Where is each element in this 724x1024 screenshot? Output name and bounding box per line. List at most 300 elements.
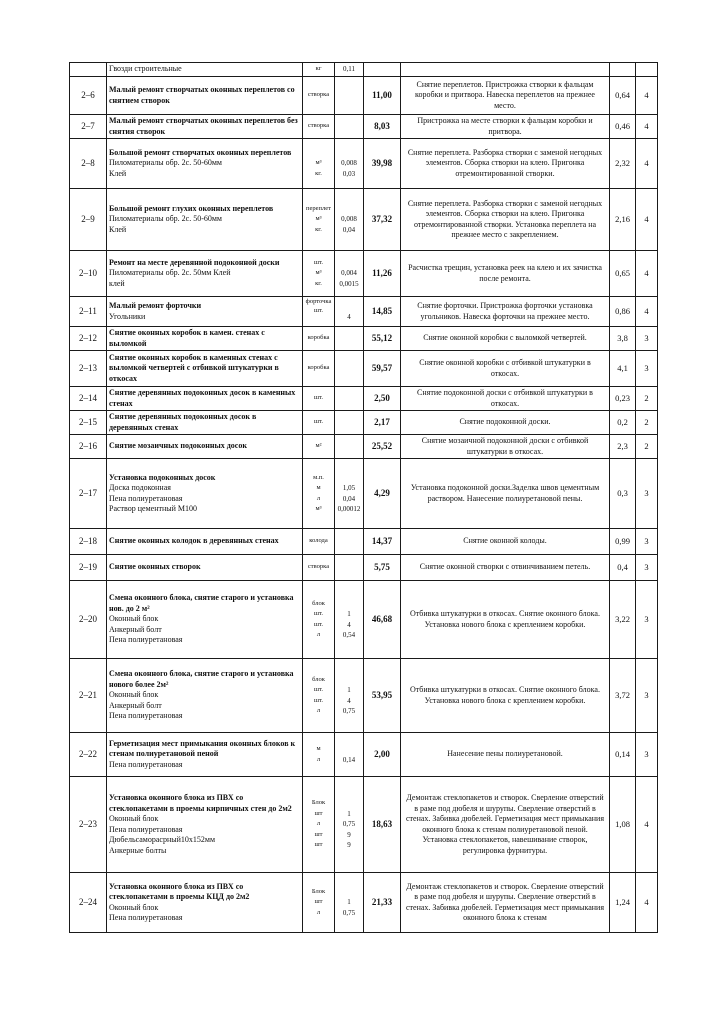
table-row — [70, 659, 658, 733]
table-body — [70, 63, 658, 933]
item-code-cell: 2–11 — [70, 297, 107, 327]
work-description-cell: Пристрожка на месте створки к фальцам коробки и притвора. — [401, 115, 610, 139]
unit-label: Блок — [311, 887, 326, 895]
group-cell — [636, 63, 658, 77]
unit-cell — [303, 435, 335, 459]
work-title: Установка оконного блока из ПВХ со стеклопакетами в проемы кирпичных стен до 2м2 — [109, 793, 292, 813]
table-row — [70, 411, 658, 435]
material-name: Анкерные болты — [109, 845, 167, 855]
item-code-cell: 2–6 — [70, 77, 107, 115]
work-description-cell: Снятие оконной колоды. — [401, 529, 610, 555]
unit-label — [305, 315, 332, 326]
table-row — [70, 777, 658, 873]
unit-label: шт. — [314, 620, 323, 628]
coefficient-cell: 0,46 — [610, 115, 636, 139]
unit-label: створка — [307, 91, 330, 99]
quantity-value: 1 — [347, 610, 351, 618]
quantity-value: 9 — [347, 841, 351, 850]
coefficient-cell: 3,22 — [610, 581, 636, 659]
material-name: Пена полиуретановая — [109, 759, 183, 769]
unit-label: Блок — [311, 799, 326, 807]
coefficient-cell: 0,2 — [610, 411, 636, 435]
quantity-cell — [335, 555, 364, 581]
group-cell: 3 — [636, 327, 658, 351]
coefficient-cell: 2,32 — [610, 139, 636, 189]
item-name-cell — [107, 659, 303, 733]
price-cell: 14,85 — [364, 297, 401, 327]
table-row — [70, 351, 658, 387]
group-cell: 4 — [636, 189, 658, 251]
material-name: Гвозди строительные — [109, 64, 182, 74]
work-title: Установка оконного блока из ПВХ со стеклопакетами в проемы КЦД до 2м2 — [109, 881, 250, 901]
quantity-value — [337, 90, 361, 101]
item-code-cell: 2–17 — [70, 459, 107, 529]
work-title: Снятие оконных коробок в камен. стенах с выломкой — [109, 328, 265, 348]
quantity-cell — [335, 581, 364, 659]
item-name-cell — [107, 411, 303, 435]
item-code-cell: 2–22 — [70, 733, 107, 777]
quantity-cell — [335, 351, 364, 387]
material-name: Оконный блок — [109, 614, 159, 624]
unit-cell — [303, 555, 335, 581]
work-description-cell: Установка подоконной доски.Заделка швов цементным раствором. Нанесение полиуретановой пены. — [401, 459, 610, 529]
quantity-value: 9 — [347, 830, 351, 839]
quantity-value: 0,75 — [342, 908, 356, 917]
work-title: Большой ремонт створчатых оконных переплетов — [109, 147, 292, 157]
quantity-value: 1,05 — [342, 484, 356, 492]
coefficient-cell: 0,86 — [610, 297, 636, 327]
unit-cell — [303, 873, 335, 933]
quantity-cell — [335, 387, 364, 411]
work-description-cell — [401, 63, 610, 77]
quantity-value: 1 — [347, 686, 351, 694]
item-name-cell — [107, 387, 303, 411]
quantity-cell — [335, 327, 364, 351]
unit-label: кг. — [315, 279, 322, 287]
material-name: Анкерный болт — [109, 624, 162, 634]
work-description-cell: Демонтаж стеклопакетов и створок. Сверление отверстий в раме под дюбеля и шурупы. Сверление отверстий в стенах. Забивка дюбелей. Герметизация мест примыкания оконного блока к стенам — [401, 873, 610, 933]
quantity-value — [337, 333, 361, 344]
group-cell: 4 — [636, 115, 658, 139]
item-name-cell — [107, 733, 303, 777]
unit-cell — [303, 63, 335, 77]
unit-label: шт — [314, 841, 323, 849]
group-cell: 2 — [636, 411, 658, 435]
unit-cell — [303, 529, 335, 555]
quantity-value — [337, 417, 361, 428]
unit-label: створка — [307, 563, 330, 571]
quantity-value: 4 — [347, 312, 351, 321]
price-cell: 8,03 — [364, 115, 401, 139]
price-cell: 2,17 — [364, 411, 401, 435]
quantity-value: 0,75 — [342, 707, 356, 715]
work-description-cell: Снятие подоконной доски. — [401, 411, 610, 435]
work-description-cell: Нанесение пены полиуретановой. — [401, 733, 610, 777]
quantity-value: 4 — [347, 620, 351, 629]
unit-cell — [303, 77, 335, 115]
quantity-value: 0,75 — [342, 820, 356, 829]
material-name: Пена полиуретановая — [109, 913, 183, 922]
quantity-cell — [335, 659, 364, 733]
unit-label: л — [316, 908, 321, 916]
coefficient-cell: 0,14 — [610, 733, 636, 777]
price-cell: 46,68 — [364, 581, 401, 659]
unit-label: л — [316, 494, 321, 502]
unit-label: м³ — [315, 159, 322, 167]
table-row — [70, 251, 658, 297]
item-code-cell: 2–12 — [70, 327, 107, 351]
material-name: Анкерный болт — [109, 700, 162, 710]
unit-label — [305, 148, 332, 159]
unit-label: кг. — [315, 169, 322, 177]
item-name-cell — [107, 581, 303, 659]
quantity-value: 1 — [347, 898, 351, 907]
group-cell: 2 — [636, 387, 658, 411]
unit-label: м — [316, 484, 321, 491]
unit-label: м³ — [315, 505, 322, 512]
unit-label: шт — [314, 809, 323, 817]
price-cell: 21,33 — [364, 873, 401, 933]
unit-label: л — [316, 755, 321, 763]
unit-label: блок — [312, 599, 325, 607]
quantity-cell — [335, 189, 364, 251]
work-title: Малый ремонт створчатых оконных переплетов без снятия створок — [109, 116, 298, 136]
quantity-value — [337, 441, 361, 452]
material-name: Угольники — [109, 311, 146, 321]
unit-label: шт. — [314, 258, 323, 266]
item-name-cell — [107, 139, 303, 189]
material-name: Оконный блок — [109, 690, 159, 700]
quantity-value: 0,0015 — [339, 279, 359, 288]
unit-label: л — [316, 631, 321, 638]
quantity-value: 0,14 — [342, 755, 356, 764]
item-code-cell: 2–15 — [70, 411, 107, 435]
item-code-cell: 2–8 — [70, 139, 107, 189]
unit-label: шт. — [314, 394, 323, 402]
work-description-cell: Отбивка штукатурки в откосах. Снятие оконного блока. Установка нового блока с креплением коробки. — [401, 659, 610, 733]
price-cell: 55,12 — [364, 327, 401, 351]
coefficient-cell: 2,3 — [610, 435, 636, 459]
work-description-cell: Демонтаж стеклопакетов и створок. Сверление отверстий в раме под дюбеля и шурупы. Сверление отверстий в стенах. Забивка дюбелей. Герметизация мест примыкания оконного блока к стенам полиуретановой пеной. Установка стеклопакетов, навешивание створок, регулировка фурнитуры. — [401, 777, 610, 873]
quantity-value: 0,004 — [341, 269, 357, 278]
coefficient-cell: 0,99 — [610, 529, 636, 555]
item-code-cell: 2–18 — [70, 529, 107, 555]
unit-label: шт. — [314, 610, 323, 617]
work-title: Снятие оконных коробок в каменных стенах с выломкой четвертей с отбивкой штукатурки в откосах — [109, 352, 279, 383]
unit-label: створка — [307, 122, 330, 130]
unit-label: блок — [312, 675, 325, 683]
table-row — [70, 435, 658, 459]
group-cell: 4 — [636, 251, 658, 297]
material-name: Оконный блок — [109, 814, 159, 823]
unit-cell — [303, 777, 335, 873]
unit-label: коробка — [307, 334, 330, 342]
material-name: Оконный блок — [109, 902, 159, 912]
quantity-cell — [335, 733, 364, 777]
coefficient-cell: 2,16 — [610, 189, 636, 251]
item-name-cell — [107, 435, 303, 459]
work-title: Малый ремонт форточки — [109, 301, 202, 310]
price-cell: 37,32 — [364, 189, 401, 251]
material-name: Пена полиуретановая — [109, 635, 183, 645]
unit-cell — [303, 189, 335, 251]
price-cell: 14,37 — [364, 529, 401, 555]
unit-cell — [303, 659, 335, 733]
work-title: Снятие оконных колодок в деревянных стенах — [109, 536, 279, 546]
quantity-cell — [335, 115, 364, 139]
material-name: Пена полиуретановая — [109, 824, 183, 834]
group-cell: 4 — [636, 77, 658, 115]
unit-label: шт. — [314, 418, 323, 426]
work-description-cell: Снятие переплетов. Пристрожка створки к фальцам коробки и притвора. Навеска переплетов на прежнее место. — [401, 77, 610, 115]
material-name: клей — [109, 278, 125, 288]
item-code-cell: 2–20 — [70, 581, 107, 659]
quantity-value — [337, 148, 361, 159]
unit-cell — [303, 251, 335, 297]
table-row — [70, 733, 658, 777]
unit-label: м² — [315, 442, 322, 450]
price-cell: 11,00 — [364, 77, 401, 115]
group-cell: 2 — [636, 435, 658, 459]
price-table-sheet — [69, 62, 657, 933]
material-name: Пиломатериалы обр. 2с. 50-60мм — [109, 214, 222, 224]
group-cell: 4 — [636, 873, 658, 933]
item-name-cell — [107, 777, 303, 873]
item-name-cell — [107, 189, 303, 251]
material-name: Пиломатериалы обр. 2с. 50-60мм — [109, 158, 222, 168]
quantity-value: 0,008 — [341, 215, 357, 224]
group-cell: 3 — [636, 555, 658, 581]
item-name-cell — [107, 327, 303, 351]
quantity-value — [337, 599, 361, 610]
work-description-cell: Снятие мозаичной подоконной доски с отбивкой штукатурки в откосах. — [401, 435, 610, 459]
unit-label: л — [316, 707, 321, 714]
work-description-cell: Снятие переплета. Разборка створки с заменой негодных элементов. Сборка створки на клею. Пригонка отремонтированной створки. — [401, 139, 610, 189]
item-code-cell — [70, 63, 107, 77]
table-row — [70, 63, 658, 77]
price-cell — [364, 63, 401, 77]
unit-label: шт. — [314, 686, 323, 693]
unit-label: колода — [309, 537, 328, 545]
quantity-value — [337, 258, 361, 269]
work-description-cell: Снятие форточки. Пристрожка форточки установка угольников. Навеска форточки на прежнее место. — [401, 297, 610, 327]
table-row — [70, 297, 658, 327]
price-cell: 53,95 — [364, 659, 401, 733]
quantity-cell — [335, 529, 364, 555]
material-name: Пена полиуретановая — [109, 493, 183, 503]
item-name-cell — [107, 351, 303, 387]
unit-label: переплет — [306, 204, 331, 212]
table-row — [70, 873, 658, 933]
work-title: Смена оконного блока, снятие старого и установка нового более 2м² — [109, 669, 294, 689]
coefficient-cell: 0,23 — [610, 387, 636, 411]
coefficient-cell — [610, 63, 636, 77]
price-cell: 2,50 — [364, 387, 401, 411]
quantity-value — [337, 204, 361, 215]
quantity-value — [337, 536, 361, 547]
quantity-value: 0,11 — [343, 65, 355, 74]
quantity-value: 0,03 — [342, 169, 356, 178]
quantity-value — [337, 473, 361, 484]
unit-cell — [303, 581, 335, 659]
price-cell: 39,98 — [364, 139, 401, 189]
quantity-value — [337, 363, 361, 374]
material-name: Доска подоконная — [109, 483, 171, 492]
quantity-value: 0,54 — [342, 631, 356, 639]
quantity-value — [337, 393, 361, 404]
quantity-value — [337, 798, 361, 809]
price-cell: 4,29 — [364, 459, 401, 529]
quantity-value: 4 — [347, 696, 351, 705]
quantity-cell — [335, 297, 364, 327]
unit-cell — [303, 351, 335, 387]
unit-cell — [303, 327, 335, 351]
group-cell: 3 — [636, 733, 658, 777]
item-code-cell: 2–10 — [70, 251, 107, 297]
material-name: Клей — [109, 168, 127, 178]
quantity-cell — [335, 411, 364, 435]
material-name: Клей — [109, 224, 127, 234]
work-title: Герметизация мест примыкания оконных блоков к стенам полиуретановой пеной — [109, 738, 296, 759]
material-name: Раствор цементный М100 — [109, 504, 198, 513]
work-title: Смена оконного блока, снятие старого и установка нов. до 2 м² — [109, 593, 294, 613]
material-name: Дюбельсаморасрный10х152мм — [109, 835, 216, 844]
quantity-cell — [335, 251, 364, 297]
unit-label: шт — [314, 898, 323, 906]
item-code-cell: 2–14 — [70, 387, 107, 411]
table-row — [70, 555, 658, 581]
group-cell: 3 — [636, 529, 658, 555]
coefficient-cell: 3,8 — [610, 327, 636, 351]
item-name-cell — [107, 251, 303, 297]
unit-label: л — [316, 820, 321, 828]
work-description-cell: Снятие оконной створки с отвинчиванием петель. — [401, 555, 610, 581]
work-description-cell: Снятие оконной коробки с отбивкой штукатурки в откосах. — [401, 351, 610, 387]
item-code-cell: 2–16 — [70, 435, 107, 459]
coefficient-cell: 0,65 — [610, 251, 636, 297]
work-description-cell: Снятие переплета. Разборка створки с заменой негодных элементов. Сборка створки на клею. Пригонка отремонтированной створки. Установка переплета на прежнее место с закреплением. — [401, 189, 610, 251]
item-name-cell — [107, 459, 303, 529]
quantity-cell — [335, 139, 364, 189]
unit-cell — [303, 297, 335, 327]
unit-label: кг. — [315, 225, 322, 233]
unit-label: шт — [314, 830, 323, 838]
quantity-cell — [335, 77, 364, 115]
item-code-cell: 2–23 — [70, 777, 107, 873]
price-cell: 59,57 — [364, 351, 401, 387]
work-title: Большой ремонт глухих оконных переплетов — [109, 203, 274, 213]
price-cell: 18,63 — [364, 777, 401, 873]
item-name-cell — [107, 529, 303, 555]
item-code-cell: 2–24 — [70, 873, 107, 933]
item-name-cell — [107, 63, 303, 77]
quantity-cell — [335, 459, 364, 529]
unit-label: шт. — [314, 696, 323, 704]
work-title: Снятие деревянных подоконных досок в деревянных стенах — [109, 412, 257, 432]
table-row — [70, 581, 658, 659]
quantity-value — [337, 121, 361, 132]
price-cell: 2,00 — [364, 733, 401, 777]
coefficient-cell: 0,3 — [610, 459, 636, 529]
work-title: Снятие деревянных подоконных досок в каменных стенах — [109, 388, 296, 408]
quantity-value: 0,04 — [342, 494, 356, 503]
group-cell: 3 — [636, 351, 658, 387]
work-title: Установка подоконных досок — [109, 472, 216, 482]
item-name-cell — [107, 555, 303, 581]
coefficient-cell: 4,1 — [610, 351, 636, 387]
item-code-cell: 2–13 — [70, 351, 107, 387]
quantity-cell — [335, 435, 364, 459]
item-code-cell: 2–7 — [70, 115, 107, 139]
table-row — [70, 189, 658, 251]
table-row — [70, 387, 658, 411]
quantity-value — [337, 675, 361, 686]
table-row — [70, 139, 658, 189]
group-cell: 3 — [636, 659, 658, 733]
unit-cell — [303, 459, 335, 529]
group-cell: 4 — [636, 139, 658, 189]
price-table — [69, 62, 658, 933]
item-name-cell — [107, 297, 303, 327]
unit-label: коробка — [307, 364, 330, 372]
table-row — [70, 327, 658, 351]
work-title: Ремонт на месте деревянной подоконной доски — [109, 257, 280, 267]
group-cell: 4 — [636, 297, 658, 327]
table-row — [70, 115, 658, 139]
work-description-cell: Снятие оконной коробки с выломкой четвертей. — [401, 327, 610, 351]
coefficient-cell: 1,08 — [610, 777, 636, 873]
coefficient-cell: 3,72 — [610, 659, 636, 733]
quantity-value — [337, 562, 361, 573]
group-cell: 3 — [636, 459, 658, 529]
work-description-cell: Отбивка штукатурки в откосах. Снятие оконного блока. Установка нового блока с креплением коробки. — [401, 581, 610, 659]
quantity-value: 0,04 — [342, 225, 356, 234]
price-cell: 25,52 — [364, 435, 401, 459]
quantity-cell — [335, 63, 364, 77]
unit-label: форточка шт. — [305, 298, 332, 315]
work-title: Малый ремонт створчатых оконных переплетов со снятием створок — [109, 85, 295, 105]
unit-label: м.п. — [313, 473, 324, 481]
coefficient-cell: 0,64 — [610, 77, 636, 115]
unit-cell — [303, 139, 335, 189]
item-code-cell: 2–19 — [70, 555, 107, 581]
group-cell: 4 — [636, 777, 658, 873]
unit-cell — [303, 411, 335, 435]
unit-label: кг — [315, 65, 322, 73]
item-name-cell — [107, 873, 303, 933]
unit-label: м³ — [315, 269, 322, 277]
price-cell: 11,26 — [364, 251, 401, 297]
price-cell: 5,75 — [364, 555, 401, 581]
unit-label: м³ — [315, 215, 322, 223]
item-code-cell: 2–21 — [70, 659, 107, 733]
quantity-value: 1 — [347, 809, 351, 818]
item-name-cell — [107, 115, 303, 139]
unit-cell — [303, 387, 335, 411]
work-title: Снятие мозаичных подоконных досок — [109, 441, 247, 451]
table-row — [70, 77, 658, 115]
quantity-cell — [335, 873, 364, 933]
item-code-cell: 2–9 — [70, 189, 107, 251]
quantity-value: 0,008 — [341, 159, 357, 168]
material-name: Пиломатериалы обр. 2с. 50мм Клей — [109, 268, 231, 278]
table-row — [70, 459, 658, 529]
work-description-cell: Расчистка трещин, установка реек на клею и их зачистка после ремонта. — [401, 251, 610, 297]
table-row — [70, 529, 658, 555]
work-description-cell: Снятие подоконной доски с отбивкой штукатурки в откосах. — [401, 387, 610, 411]
coefficient-cell: 0,4 — [610, 555, 636, 581]
item-name-cell — [107, 77, 303, 115]
